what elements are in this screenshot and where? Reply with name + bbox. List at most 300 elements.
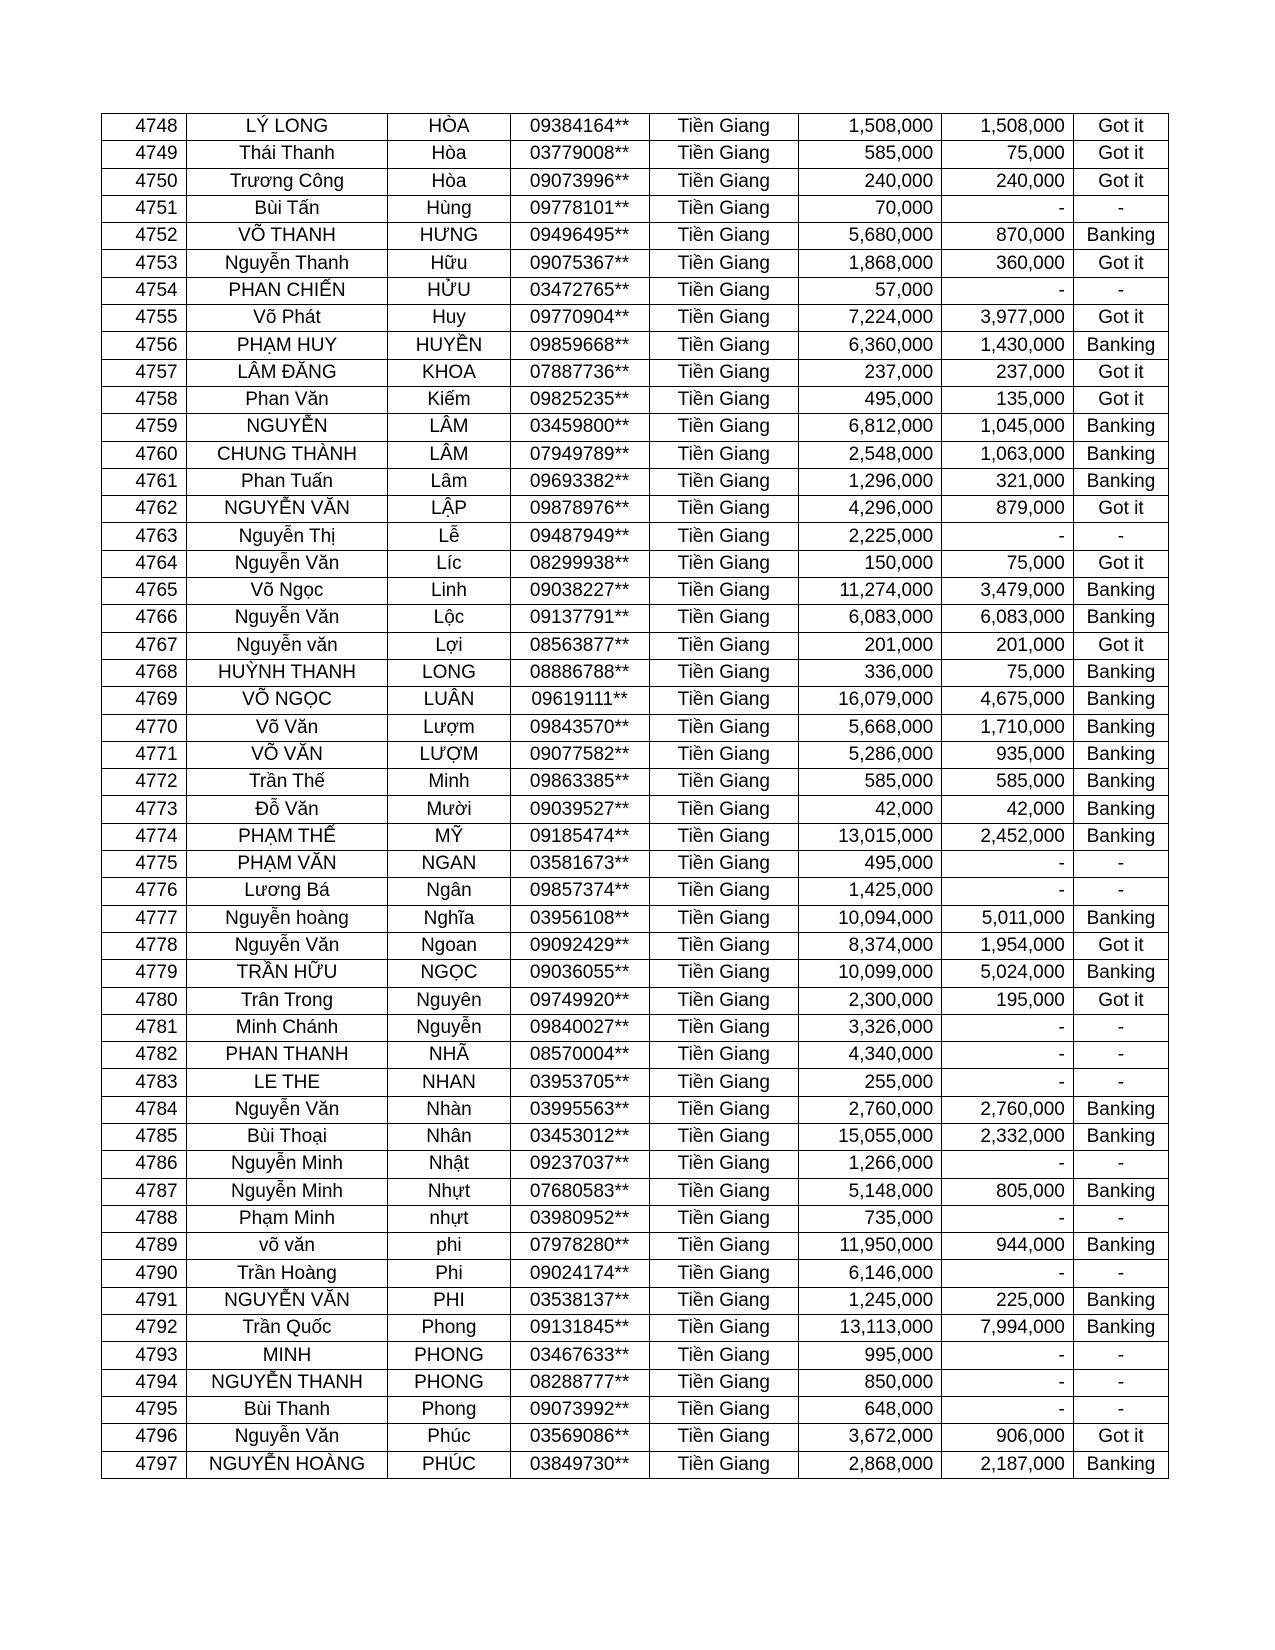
amount-cell: 13,015,000	[799, 823, 942, 850]
phone-cell: 03779008**	[510, 141, 649, 168]
phone-cell: 09039527**	[510, 796, 649, 823]
table-row	[102, 1315, 1169, 1342]
method-cell: Banking	[1073, 1233, 1168, 1260]
table-row	[102, 769, 1169, 796]
table-row	[102, 659, 1169, 686]
paid-cell: 321,000	[942, 468, 1074, 495]
amount-cell: 10,099,000	[799, 960, 942, 987]
row-id-cell: 4764	[102, 550, 187, 577]
amount-cell: 240,000	[799, 168, 942, 195]
phone-cell: 03459800**	[510, 414, 649, 441]
phone-cell: 08563877**	[510, 632, 649, 659]
province-cell: Tiền Giang	[649, 223, 798, 250]
amount-cell: 495,000	[799, 851, 942, 878]
last-name-cell: MINH	[186, 1342, 388, 1369]
method-cell: Banking	[1073, 1178, 1168, 1205]
row-id-cell: 4756	[102, 332, 187, 359]
method-cell: Banking	[1073, 1123, 1168, 1150]
paid-cell: -	[942, 1260, 1074, 1287]
method-cell: Banking	[1073, 1315, 1168, 1342]
last-name-cell: Minh Chánh	[186, 1014, 388, 1041]
method-cell: -	[1073, 1042, 1168, 1069]
first-name-cell: Ngân	[388, 878, 510, 905]
province-cell: Tiền Giang	[649, 1233, 798, 1260]
phone-cell: 09857374**	[510, 878, 649, 905]
table-row	[102, 496, 1169, 523]
phone-cell: 07680583**	[510, 1178, 649, 1205]
last-name-cell: Nguyễn Thanh	[186, 250, 388, 277]
table-row	[102, 823, 1169, 850]
phone-cell: 09075367**	[510, 250, 649, 277]
phone-cell: 09237037**	[510, 1151, 649, 1178]
method-cell: Banking	[1073, 223, 1168, 250]
first-name-cell: HỬU	[388, 277, 510, 304]
amount-cell: 8,374,000	[799, 932, 942, 959]
table-row	[102, 441, 1169, 468]
phone-cell: 09036055**	[510, 960, 649, 987]
amount-cell: 1,425,000	[799, 878, 942, 905]
row-id-cell: 4774	[102, 823, 187, 850]
amount-cell: 7,224,000	[799, 305, 942, 332]
last-name-cell: PHẠM HUY	[186, 332, 388, 359]
paid-cell: 75,000	[942, 659, 1074, 686]
row-id-cell: 4759	[102, 414, 187, 441]
method-cell: Banking	[1073, 605, 1168, 632]
method-cell: Got it	[1073, 250, 1168, 277]
first-name-cell: NHÃ	[388, 1042, 510, 1069]
row-id-cell: 4763	[102, 523, 187, 550]
first-name-cell: Lượm	[388, 714, 510, 741]
phone-cell: 09840027**	[510, 1014, 649, 1041]
method-cell: Banking	[1073, 468, 1168, 495]
method-cell: -	[1073, 1151, 1168, 1178]
province-cell: Tiền Giang	[649, 605, 798, 632]
row-id-cell: 4752	[102, 223, 187, 250]
phone-cell: 09619111**	[510, 687, 649, 714]
first-name-cell: phi	[388, 1233, 510, 1260]
method-cell: Got it	[1073, 550, 1168, 577]
row-id-cell: 4777	[102, 905, 187, 932]
row-id-cell: 4751	[102, 195, 187, 222]
province-cell: Tiền Giang	[649, 878, 798, 905]
paid-cell: -	[942, 1205, 1074, 1232]
phone-cell: 09073996**	[510, 168, 649, 195]
method-cell: Banking	[1073, 441, 1168, 468]
last-name-cell: NGUYỄN HOÀNG	[186, 1451, 388, 1478]
row-id-cell: 4788	[102, 1205, 187, 1232]
method-cell: Got it	[1073, 141, 1168, 168]
method-cell: -	[1073, 1342, 1168, 1369]
paid-cell: -	[942, 523, 1074, 550]
last-name-cell: PHAN THANH	[186, 1042, 388, 1069]
first-name-cell: Nhân	[388, 1123, 510, 1150]
paid-cell: 5,024,000	[942, 960, 1074, 987]
paid-cell: 935,000	[942, 741, 1074, 768]
paid-cell: 75,000	[942, 141, 1074, 168]
first-name-cell: Huy	[388, 305, 510, 332]
table-row	[102, 1014, 1169, 1041]
row-id-cell: 4782	[102, 1042, 187, 1069]
last-name-cell: Phạm Minh	[186, 1205, 388, 1232]
province-cell: Tiền Giang	[649, 441, 798, 468]
table-row	[102, 359, 1169, 386]
paid-cell: -	[942, 1369, 1074, 1396]
method-cell: Banking	[1073, 714, 1168, 741]
method-cell: -	[1073, 851, 1168, 878]
amount-cell: 735,000	[799, 1205, 942, 1232]
phone-cell: 09878976**	[510, 496, 649, 523]
paid-cell: 805,000	[942, 1178, 1074, 1205]
amount-cell: 57,000	[799, 277, 942, 304]
amount-cell: 2,760,000	[799, 1096, 942, 1123]
last-name-cell: Đỗ Văn	[186, 796, 388, 823]
table-row	[102, 1178, 1169, 1205]
method-cell: -	[1073, 1369, 1168, 1396]
phone-cell: 03995563**	[510, 1096, 649, 1123]
last-name-cell: Nguyễn Văn	[186, 1096, 388, 1123]
first-name-cell: Nhàn	[388, 1096, 510, 1123]
paid-cell: 42,000	[942, 796, 1074, 823]
table-row	[102, 878, 1169, 905]
row-id-cell: 4753	[102, 250, 187, 277]
phone-cell: 09384164**	[510, 114, 649, 141]
first-name-cell: KHOA	[388, 359, 510, 386]
table-row	[102, 714, 1169, 741]
table-row	[102, 741, 1169, 768]
paid-cell: -	[942, 1342, 1074, 1369]
last-name-cell: Nguyễn hoàng	[186, 905, 388, 932]
phone-cell: 03467633**	[510, 1342, 649, 1369]
province-cell: Tiền Giang	[649, 987, 798, 1014]
first-name-cell: LONG	[388, 659, 510, 686]
paid-cell: 3,479,000	[942, 578, 1074, 605]
province-cell: Tiền Giang	[649, 1342, 798, 1369]
last-name-cell: VÕ VĂN	[186, 741, 388, 768]
last-name-cell: Lương Bá	[186, 878, 388, 905]
row-id-cell: 4768	[102, 659, 187, 686]
amount-cell: 5,286,000	[799, 741, 942, 768]
method-cell: -	[1073, 1205, 1168, 1232]
amount-cell: 255,000	[799, 1069, 942, 1096]
paid-cell: 1,063,000	[942, 441, 1074, 468]
table-row	[102, 987, 1169, 1014]
phone-cell: 08299938**	[510, 550, 649, 577]
paid-cell: 2,187,000	[942, 1451, 1074, 1478]
first-name-cell: Hòa	[388, 141, 510, 168]
table-row	[102, 960, 1169, 987]
paid-cell: 1,954,000	[942, 932, 1074, 959]
row-id-cell: 4780	[102, 987, 187, 1014]
row-id-cell: 4785	[102, 1123, 187, 1150]
method-cell: Banking	[1073, 960, 1168, 987]
row-id-cell: 4797	[102, 1451, 187, 1478]
first-name-cell: Lâm	[388, 468, 510, 495]
amount-cell: 6,360,000	[799, 332, 942, 359]
first-name-cell: Lợi	[388, 632, 510, 659]
table-row	[102, 1069, 1169, 1096]
method-cell: Banking	[1073, 1096, 1168, 1123]
table-row	[102, 195, 1169, 222]
paid-cell: 879,000	[942, 496, 1074, 523]
amount-cell: 585,000	[799, 141, 942, 168]
method-cell: -	[1073, 523, 1168, 550]
paid-cell: 360,000	[942, 250, 1074, 277]
phone-cell: 09131845**	[510, 1315, 649, 1342]
row-id-cell: 4781	[102, 1014, 187, 1041]
province-cell: Tiền Giang	[649, 769, 798, 796]
province-cell: Tiền Giang	[649, 1260, 798, 1287]
first-name-cell: Lễ	[388, 523, 510, 550]
table-row	[102, 386, 1169, 413]
paid-cell: -	[942, 1014, 1074, 1041]
last-name-cell: CHUNG THÀNH	[186, 441, 388, 468]
table-row	[102, 1369, 1169, 1396]
method-cell: Got it	[1073, 987, 1168, 1014]
phone-cell: 09487949**	[510, 523, 649, 550]
paid-cell: 944,000	[942, 1233, 1074, 1260]
row-id-cell: 4776	[102, 878, 187, 905]
province-cell: Tiền Giang	[649, 1014, 798, 1041]
first-name-cell: LẬP	[388, 496, 510, 523]
phone-cell: 09825235**	[510, 386, 649, 413]
table-row	[102, 632, 1169, 659]
first-name-cell: LÂM	[388, 414, 510, 441]
phone-cell: 09693382**	[510, 468, 649, 495]
phone-cell: 09778101**	[510, 195, 649, 222]
first-name-cell: Nguyên	[388, 987, 510, 1014]
first-name-cell: MỸ	[388, 823, 510, 850]
row-id-cell: 4783	[102, 1069, 187, 1096]
first-name-cell: PHI	[388, 1287, 510, 1314]
row-id-cell: 4767	[102, 632, 187, 659]
method-cell: -	[1073, 195, 1168, 222]
province-cell: Tiền Giang	[649, 523, 798, 550]
table-row	[102, 414, 1169, 441]
paid-cell: 2,760,000	[942, 1096, 1074, 1123]
amount-cell: 2,225,000	[799, 523, 942, 550]
method-cell: Banking	[1073, 1287, 1168, 1314]
amount-cell: 4,296,000	[799, 496, 942, 523]
province-cell: Tiền Giang	[649, 823, 798, 850]
first-name-cell: Hữu	[388, 250, 510, 277]
row-id-cell: 4789	[102, 1233, 187, 1260]
method-cell: Banking	[1073, 1451, 1168, 1478]
row-id-cell: 4791	[102, 1287, 187, 1314]
province-cell: Tiền Giang	[649, 305, 798, 332]
paid-cell: 5,011,000	[942, 905, 1074, 932]
amount-cell: 150,000	[799, 550, 942, 577]
method-cell: Got it	[1073, 632, 1168, 659]
last-name-cell: Nguyễn Minh	[186, 1178, 388, 1205]
table-row	[102, 687, 1169, 714]
first-name-cell: Phúc	[388, 1424, 510, 1451]
table-row	[102, 168, 1169, 195]
amount-cell: 1,245,000	[799, 1287, 942, 1314]
amount-cell: 5,680,000	[799, 223, 942, 250]
paid-cell: 135,000	[942, 386, 1074, 413]
last-name-cell: Nguyễn Văn	[186, 932, 388, 959]
province-cell: Tiền Giang	[649, 578, 798, 605]
row-id-cell: 4787	[102, 1178, 187, 1205]
table-row	[102, 1233, 1169, 1260]
province-cell: Tiền Giang	[649, 1315, 798, 1342]
last-name-cell: Võ Ngọc	[186, 578, 388, 605]
table-row	[102, 1260, 1169, 1287]
paid-cell: 2,452,000	[942, 823, 1074, 850]
province-cell: Tiền Giang	[649, 796, 798, 823]
method-cell: Banking	[1073, 687, 1168, 714]
row-id-cell: 4748	[102, 114, 187, 141]
row-id-cell: 4778	[102, 932, 187, 959]
method-cell: Banking	[1073, 578, 1168, 605]
row-id-cell: 4766	[102, 605, 187, 632]
first-name-cell: HÒA	[388, 114, 510, 141]
first-name-cell: Hùng	[388, 195, 510, 222]
table-row	[102, 1151, 1169, 1178]
row-id-cell: 4762	[102, 496, 187, 523]
first-name-cell: Hòa	[388, 168, 510, 195]
amount-cell: 1,508,000	[799, 114, 942, 141]
method-cell: -	[1073, 277, 1168, 304]
last-name-cell: Nguyễn Văn	[186, 1424, 388, 1451]
province-cell: Tiền Giang	[649, 851, 798, 878]
table-row	[102, 1205, 1169, 1232]
province-cell: Tiền Giang	[649, 414, 798, 441]
row-id-cell: 4792	[102, 1315, 187, 1342]
first-name-cell: Líc	[388, 550, 510, 577]
last-name-cell: TRẦN HỮU	[186, 960, 388, 987]
table-row	[102, 468, 1169, 495]
province-cell: Tiền Giang	[649, 550, 798, 577]
province-cell: Tiền Giang	[649, 168, 798, 195]
last-name-cell: Nguyễn Minh	[186, 1151, 388, 1178]
paid-cell: 240,000	[942, 168, 1074, 195]
phone-cell: 09496495**	[510, 223, 649, 250]
phone-cell: 03453012**	[510, 1123, 649, 1150]
amount-cell: 42,000	[799, 796, 942, 823]
phone-cell: 09073992**	[510, 1396, 649, 1423]
method-cell: Banking	[1073, 741, 1168, 768]
amount-cell: 13,113,000	[799, 1315, 942, 1342]
province-cell: Tiền Giang	[649, 1424, 798, 1451]
row-id-cell: 4775	[102, 851, 187, 878]
phone-cell: 08886788**	[510, 659, 649, 686]
province-cell: Tiền Giang	[649, 332, 798, 359]
amount-cell: 6,812,000	[799, 414, 942, 441]
first-name-cell: Lộc	[388, 605, 510, 632]
paid-cell: -	[942, 1396, 1074, 1423]
method-cell: Got it	[1073, 359, 1168, 386]
amount-cell: 5,668,000	[799, 714, 942, 741]
row-id-cell: 4779	[102, 960, 187, 987]
row-id-cell: 4757	[102, 359, 187, 386]
paid-cell: 1,508,000	[942, 114, 1074, 141]
paid-cell: 2,332,000	[942, 1123, 1074, 1150]
paid-cell: 906,000	[942, 1424, 1074, 1451]
paid-cell: 585,000	[942, 769, 1074, 796]
paid-cell: 4,675,000	[942, 687, 1074, 714]
paid-cell: -	[942, 1151, 1074, 1178]
method-cell: Banking	[1073, 414, 1168, 441]
row-id-cell: 4758	[102, 386, 187, 413]
amount-cell: 336,000	[799, 659, 942, 686]
row-id-cell: 4795	[102, 1396, 187, 1423]
last-name-cell: võ văn	[186, 1233, 388, 1260]
paid-cell: -	[942, 851, 1074, 878]
amount-cell: 15,055,000	[799, 1123, 942, 1150]
table-row	[102, 550, 1169, 577]
first-name-cell: NGỌC	[388, 960, 510, 987]
province-cell: Tiền Giang	[649, 960, 798, 987]
amount-cell: 5,148,000	[799, 1178, 942, 1205]
method-cell: Got it	[1073, 386, 1168, 413]
phone-cell: 03538137**	[510, 1287, 649, 1314]
province-cell: Tiền Giang	[649, 1069, 798, 1096]
amount-cell: 6,083,000	[799, 605, 942, 632]
last-name-cell: Nguyễn Văn	[186, 550, 388, 577]
method-cell: Got it	[1073, 114, 1168, 141]
amount-cell: 3,672,000	[799, 1424, 942, 1451]
phone-cell: 03472765**	[510, 277, 649, 304]
amount-cell: 11,950,000	[799, 1233, 942, 1260]
phone-cell: 07949789**	[510, 441, 649, 468]
amount-cell: 3,326,000	[799, 1014, 942, 1041]
first-name-cell: Mười	[388, 796, 510, 823]
method-cell: Got it	[1073, 1424, 1168, 1451]
phone-cell: 09024174**	[510, 1260, 649, 1287]
province-cell: Tiền Giang	[649, 114, 798, 141]
method-cell: -	[1073, 878, 1168, 905]
table-row	[102, 578, 1169, 605]
amount-cell: 2,868,000	[799, 1451, 942, 1478]
paid-cell: -	[942, 878, 1074, 905]
province-cell: Tiền Giang	[649, 1123, 798, 1150]
phone-cell: 09770904**	[510, 305, 649, 332]
first-name-cell: Nhựt	[388, 1178, 510, 1205]
last-name-cell: LÝ LONG	[186, 114, 388, 141]
row-id-cell: 4755	[102, 305, 187, 332]
phone-cell: 03980952**	[510, 1205, 649, 1232]
first-name-cell: LUÂN	[388, 687, 510, 714]
last-name-cell: Trân Trong	[186, 987, 388, 1014]
last-name-cell: NGUYỄN THANH	[186, 1369, 388, 1396]
paid-cell: -	[942, 1042, 1074, 1069]
province-cell: Tiền Giang	[649, 687, 798, 714]
province-cell: Tiền Giang	[649, 141, 798, 168]
table-row	[102, 223, 1169, 250]
last-name-cell: NGUYỄN VĂN	[186, 496, 388, 523]
row-id-cell: 4784	[102, 1096, 187, 1123]
paid-cell: 195,000	[942, 987, 1074, 1014]
province-cell: Tiền Giang	[649, 932, 798, 959]
method-cell: -	[1073, 1069, 1168, 1096]
paid-cell: 75,000	[942, 550, 1074, 577]
last-name-cell: VÕ NGỌC	[186, 687, 388, 714]
phone-cell: 03581673**	[510, 851, 649, 878]
first-name-cell: nhựt	[388, 1205, 510, 1232]
table-row	[102, 277, 1169, 304]
table-row	[102, 1096, 1169, 1123]
paid-cell: -	[942, 277, 1074, 304]
table-row	[102, 1042, 1169, 1069]
province-cell: Tiền Giang	[649, 1096, 798, 1123]
last-name-cell: Nguyễn Thị	[186, 523, 388, 550]
last-name-cell: Phan Văn	[186, 386, 388, 413]
method-cell: Got it	[1073, 168, 1168, 195]
paid-cell: -	[942, 195, 1074, 222]
amount-cell: 4,340,000	[799, 1042, 942, 1069]
first-name-cell: PHÚC	[388, 1451, 510, 1478]
